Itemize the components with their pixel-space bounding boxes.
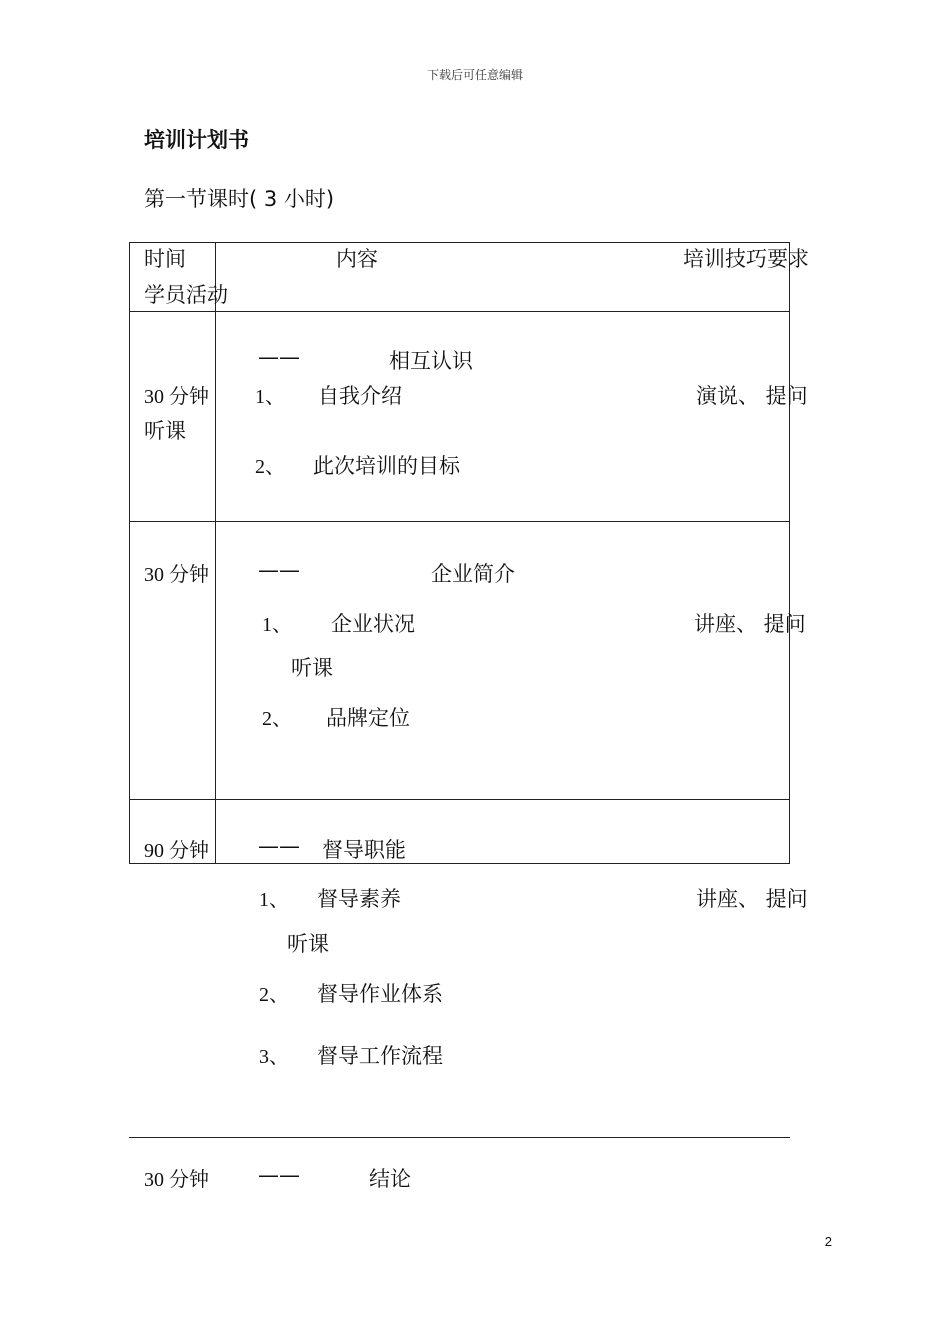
document-title: 培训计划书 <box>144 128 249 152</box>
header-content: 内容 <box>336 247 378 271</box>
section-dash: —— <box>258 1163 300 1187</box>
item-number: 2、 <box>255 456 285 478</box>
item-number: 2、 <box>262 708 292 730</box>
header-activity: 学员活动 <box>144 283 228 307</box>
header-time: 时间 <box>144 247 186 271</box>
table-row-divider <box>129 799 790 800</box>
item-number: 2、 <box>259 984 289 1006</box>
section-technique: 讲座、 提问 <box>694 612 806 636</box>
section-topic: 督导职能 <box>322 838 406 862</box>
item-text: 督导素养 <box>317 887 401 911</box>
section-activity: 听课 <box>144 419 186 443</box>
item-text: 品牌定位 <box>326 706 410 730</box>
section-topic: 相互认识 <box>389 349 473 373</box>
section-dash: —— <box>258 834 300 858</box>
item-text: 此次培训的目标 <box>313 454 460 478</box>
item-number: 3、 <box>259 1046 289 1068</box>
section-time: 30 分钟 <box>144 386 209 408</box>
section-dash: —— <box>258 345 300 369</box>
session-subtitle: 第一节课时( 3 小时) <box>144 187 335 211</box>
section-technique: 讲座、 提问 <box>696 887 808 911</box>
table-row-divider <box>129 521 790 522</box>
section-time: 30 分钟 <box>144 1169 209 1191</box>
table-row-divider <box>129 311 790 312</box>
item-text: 企业状况 <box>331 612 415 636</box>
section-technique: 演说、 提问 <box>696 384 808 408</box>
page-number: 2 <box>824 1234 832 1249</box>
item-text: 督导工作流程 <box>317 1044 443 1068</box>
table-border-left <box>129 242 130 864</box>
section-topic: 企业简介 <box>431 562 515 586</box>
section-time: 30 分钟 <box>144 564 209 586</box>
item-text: 自我介绍 <box>318 384 402 408</box>
section-time: 90 分钟 <box>144 840 209 862</box>
section-topic: 结论 <box>369 1167 411 1191</box>
page-header: 下载后可任意编辑 <box>426 68 523 82</box>
item-text: 督导作业体系 <box>317 982 443 1006</box>
item-number: 1、 <box>255 386 285 408</box>
section-divider-line <box>129 1137 790 1138</box>
item-number: 1、 <box>262 614 292 636</box>
header-technique: 培训技巧要求 <box>683 247 809 271</box>
section-dash: —— <box>258 558 300 582</box>
table-border-bottom <box>129 863 790 864</box>
table-border-right <box>789 242 790 864</box>
section-activity: 听课 <box>287 932 329 956</box>
section-activity: 听课 <box>291 656 333 680</box>
table-column-divider <box>215 242 216 864</box>
item-number: 1、 <box>259 889 289 911</box>
